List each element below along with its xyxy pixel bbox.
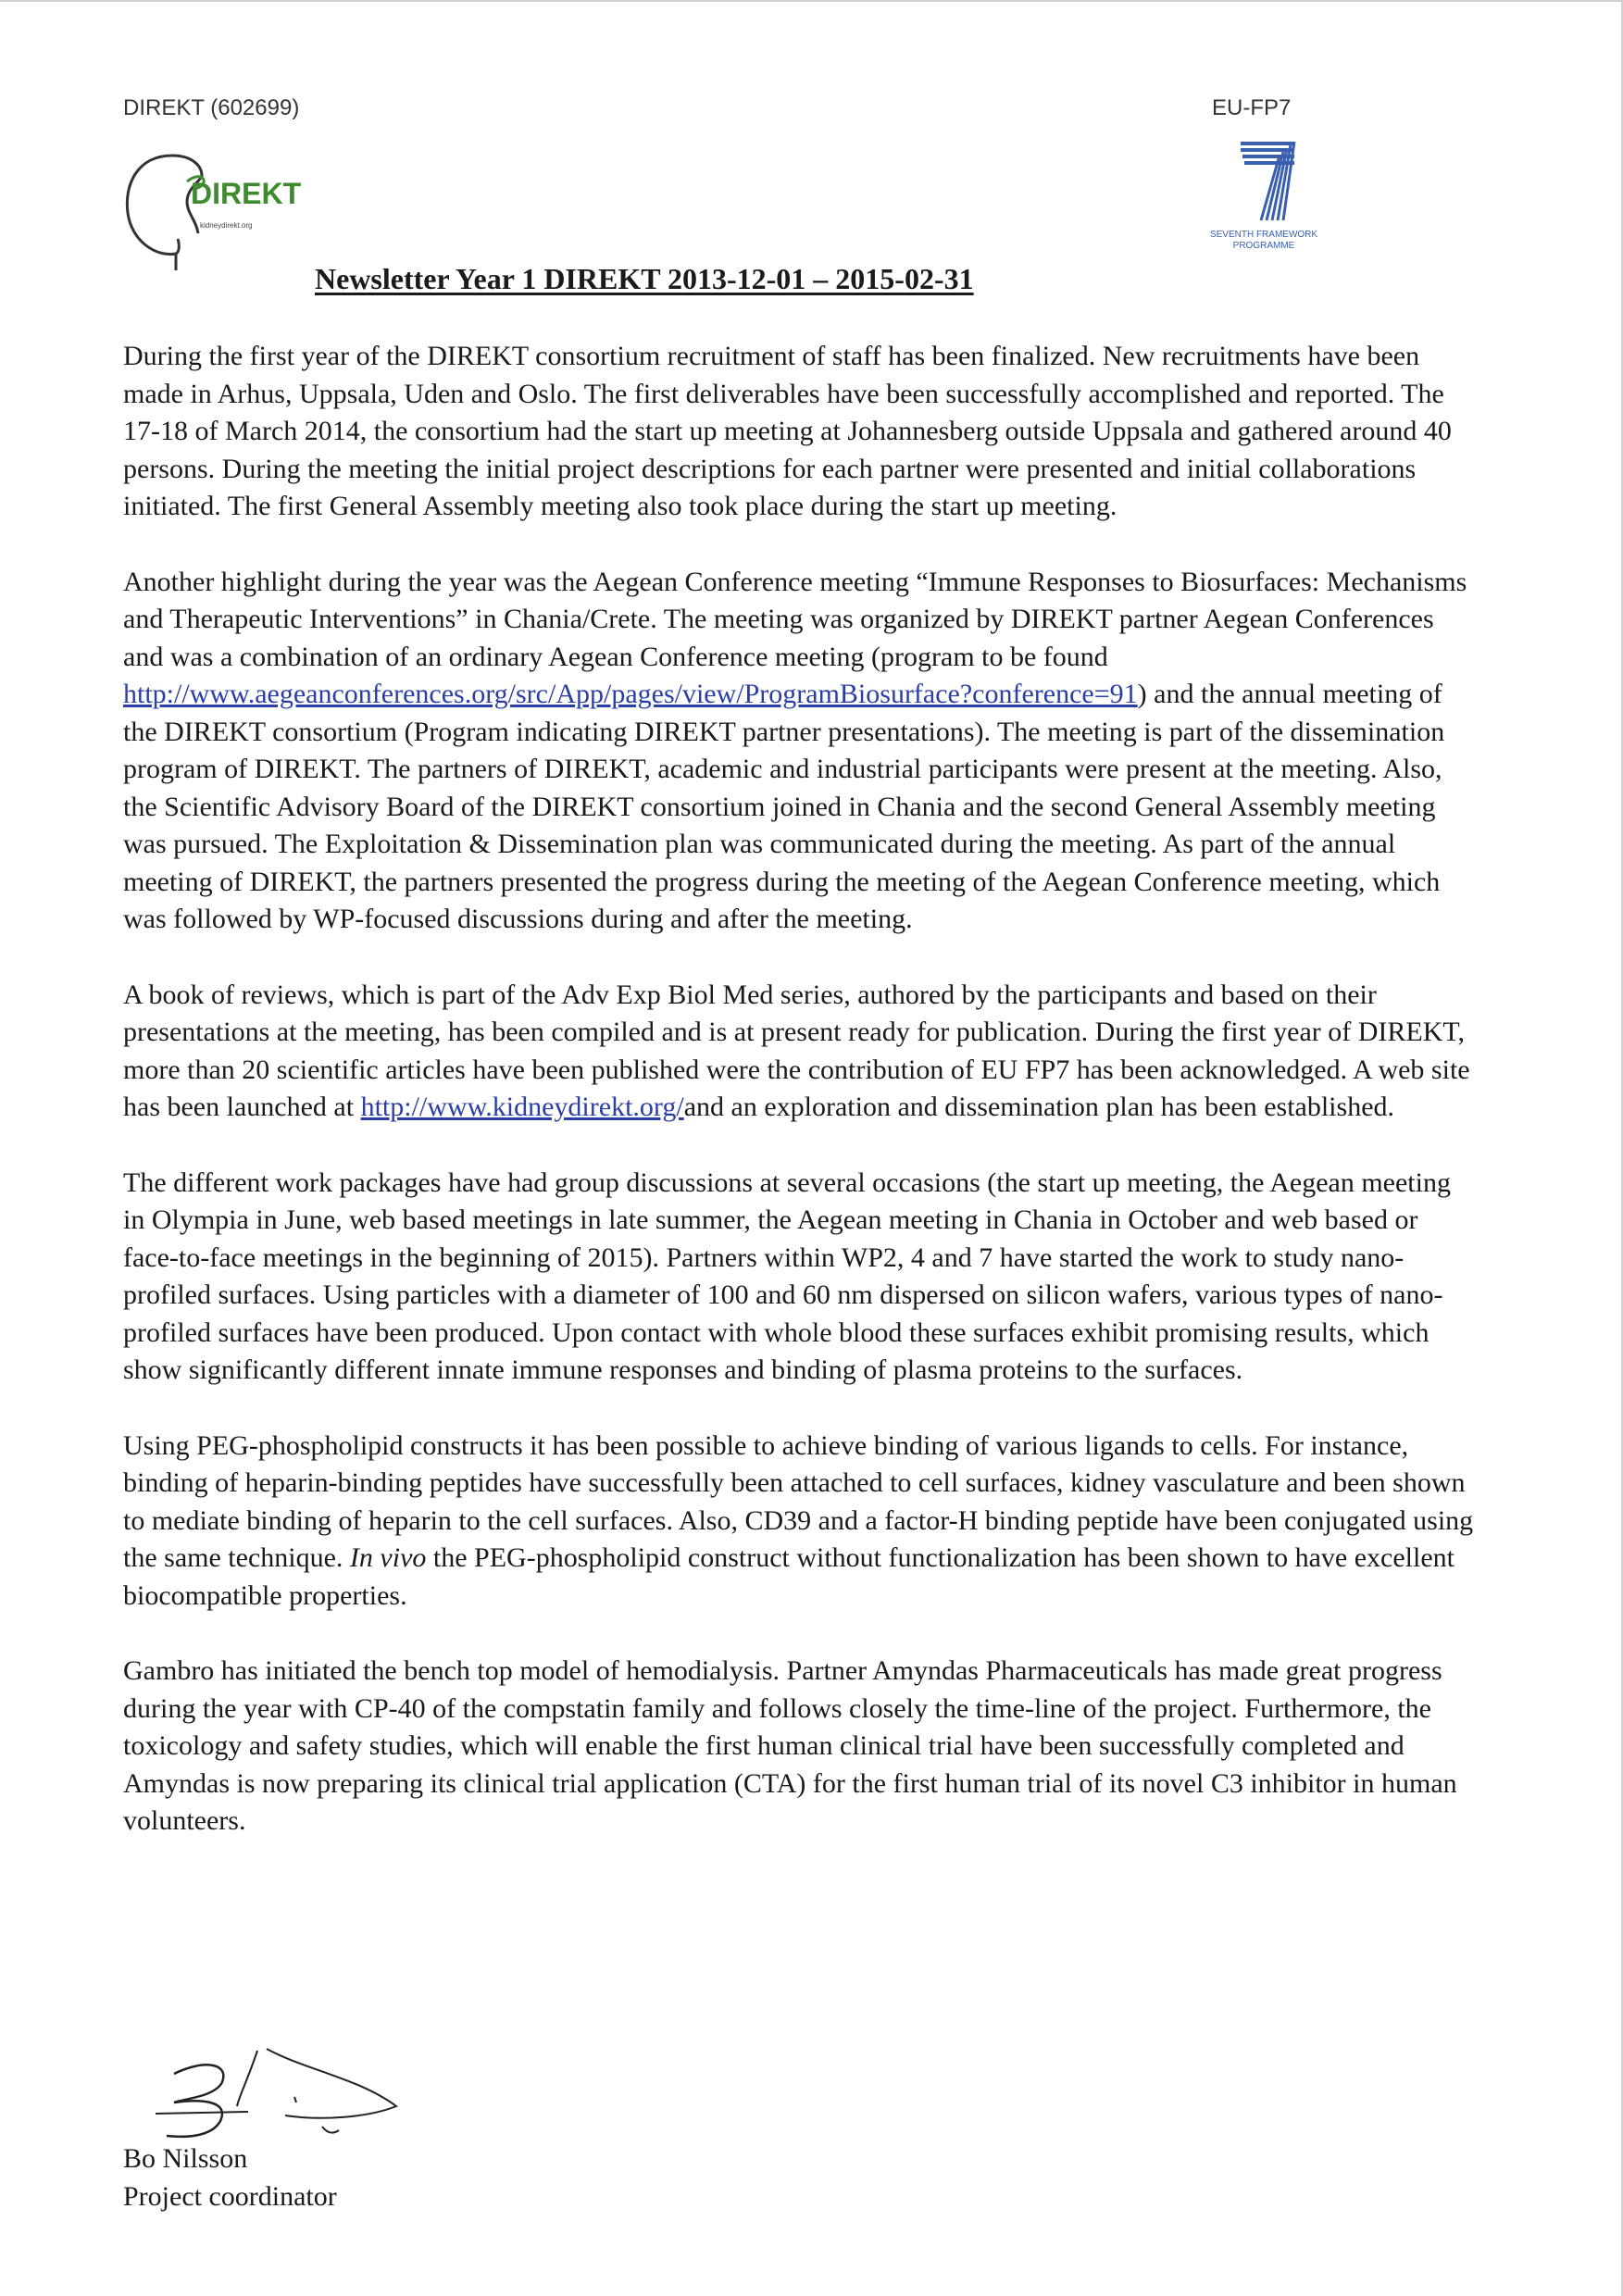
fp7-line2: PROGRAMME	[1232, 241, 1295, 251]
paragraph-text: and an exploration and dissemination plan has been established.	[683, 1092, 1395, 1122]
newsletter-body	[123, 338, 1475, 1878]
direkt-logo-url: kidneydirekt.org	[200, 221, 253, 230]
paragraph-text: Another highlight during the year was the Aegean Conference meeting “Immune Responses to Biosurfaces: Mechanisms and Therapeutic Interventions” in Chania/Crete. The meeting was organized by DIREKT partner Aegean Conferences and was a combination of an ordinary Aegean Conference meeting (program to be found	[123, 566, 1467, 672]
direkt-logo	[119, 148, 304, 270]
page-title: Newsletter Year 1 DIREKT 2013-12-01 – 2015-02-31	[315, 262, 974, 295]
kidneydirekt-link[interactable]: http://www.kidneydirekt.org/	[360, 1092, 684, 1122]
paragraph-text: the PEG-phospholipid construct without functionalization has been shown to have excellent biocompatible properties.	[123, 1542, 1454, 1611]
paragraph-book-of-reviews	[123, 977, 1475, 1127]
paragraph-text: ) and the annual meeting of the DIREKT consortium (Program indicating DIREKT partner presentations). The meeting is part of the dissemination program of DIREKT. The partners of DIREKT, academic and industrial participants were present at the meeting. Also, the Scientific Advisory Board of the DIREKT consortium joined in Chania and the second General Assembly meeting was pursued. The Exploitation & Dissemination plan was communicated during the meeting. As part of the annual meeting of DIREKT, the partners presented the progress during the meeting of the Aegean Conference meeting, which was followed by WP-focused discussions during and after the meeting.	[123, 679, 1445, 934]
kidney-outline-icon	[127, 156, 202, 270]
aegean-program-link[interactable]: http://www.aegeanconferences.org/src/App/pages/view/ProgramBiosurface?conference=91	[123, 679, 1138, 709]
paragraph-aegean-conference	[123, 564, 1475, 939]
project-id: DIREKT (602699)	[123, 95, 300, 120]
seven-icon	[1241, 142, 1294, 220]
programme-label: EU-FP7	[1212, 95, 1292, 120]
signatory-role: Project coordinator	[123, 2181, 337, 2212]
signatory-name: Bo Nilsson	[123, 2143, 248, 2174]
paragraph-work-packages: The different work packages have had group discussions at several occasions (the start up meeting, the Aegean meeting in Olympia in June, web based meetings in late summer, the Aegean meeting in Chania in October and web based or face-to-face meetings in the beginning of 2015). Partners within WP2, 4 and 7 have started the work to study nano-profiled surfaces. Using particles with a diameter of 100 and 60 nm dispersed on silicon wafers, various types of nano-profiled surfaces have been produced. Upon contact with whole blood these surfaces exhibit promising results, which show significantly different innate immune responses and binding of plasma proteins to the surfaces.	[123, 1167, 1451, 1385]
paragraph-peg-phospholipid	[123, 1428, 1475, 1616]
paragraph-text: A book of reviews, which is part of the Adv Exp Biol Med series, authored by the participants and based on their presentations at the meeting, has been compiled and is at present ready for publication. During the first year of DIREKT, more than 20 scientific articles have been published were the contribution of EU FP7 has been acknowledged. A web site has been launched at	[123, 979, 1470, 1122]
fp7-line1: SEVENTH FRAMEWORK	[1209, 230, 1318, 240]
paragraph-text: Using PEG-phospholipid constructs it has been possible to achieve binding of various ligands to cells. For instance, binding of heparin-binding peptides have successfully been attached to cell surfaces, kidney vasculature and been shown to mediate binding of heparin to the cell surfaces. Also, CD39 and a factor-H binding peptide have been conjugated using the same technique.	[123, 1429, 1474, 1573]
paragraph-recruitment: During the first year of the DIREKT consortium recruitment of staff has been finalized. New recruitments have been made in Arhus, Uppsala, Uden and Oslo. The first deliverables have been successfully accomplished and reported. The 17-18 of March 2014, the consortium had the start up meeting at Johannesberg outside Uppsala and gathered around 40 persons. During the meeting the initial project descriptions for each partner were presented and initial collaborations initiated. The first General Assembly meeting also took place during the start up meeting.	[123, 341, 1452, 521]
in-vivo-italic: In vivo	[349, 1542, 427, 1573]
direkt-logo-text: DIREKT	[191, 177, 302, 210]
paragraph-gambro-amyndas: Gambro has initiated the bench top model of hemodialysis. Partner Amyndas Pharmaceuticals has made great progress during the year with CP-40 of the compstatin family and follows closely the time-line of the project. Furthermore, the toxicology and safety studies, which will enable the first human clinical trial have been successfully completed and Amyndas is now preparing its clinical trial application (CTA) for the first human trial of its novel C3 inhibitor in human volunteers.	[123, 1655, 1457, 1836]
fp7-logo	[1194, 137, 1333, 257]
